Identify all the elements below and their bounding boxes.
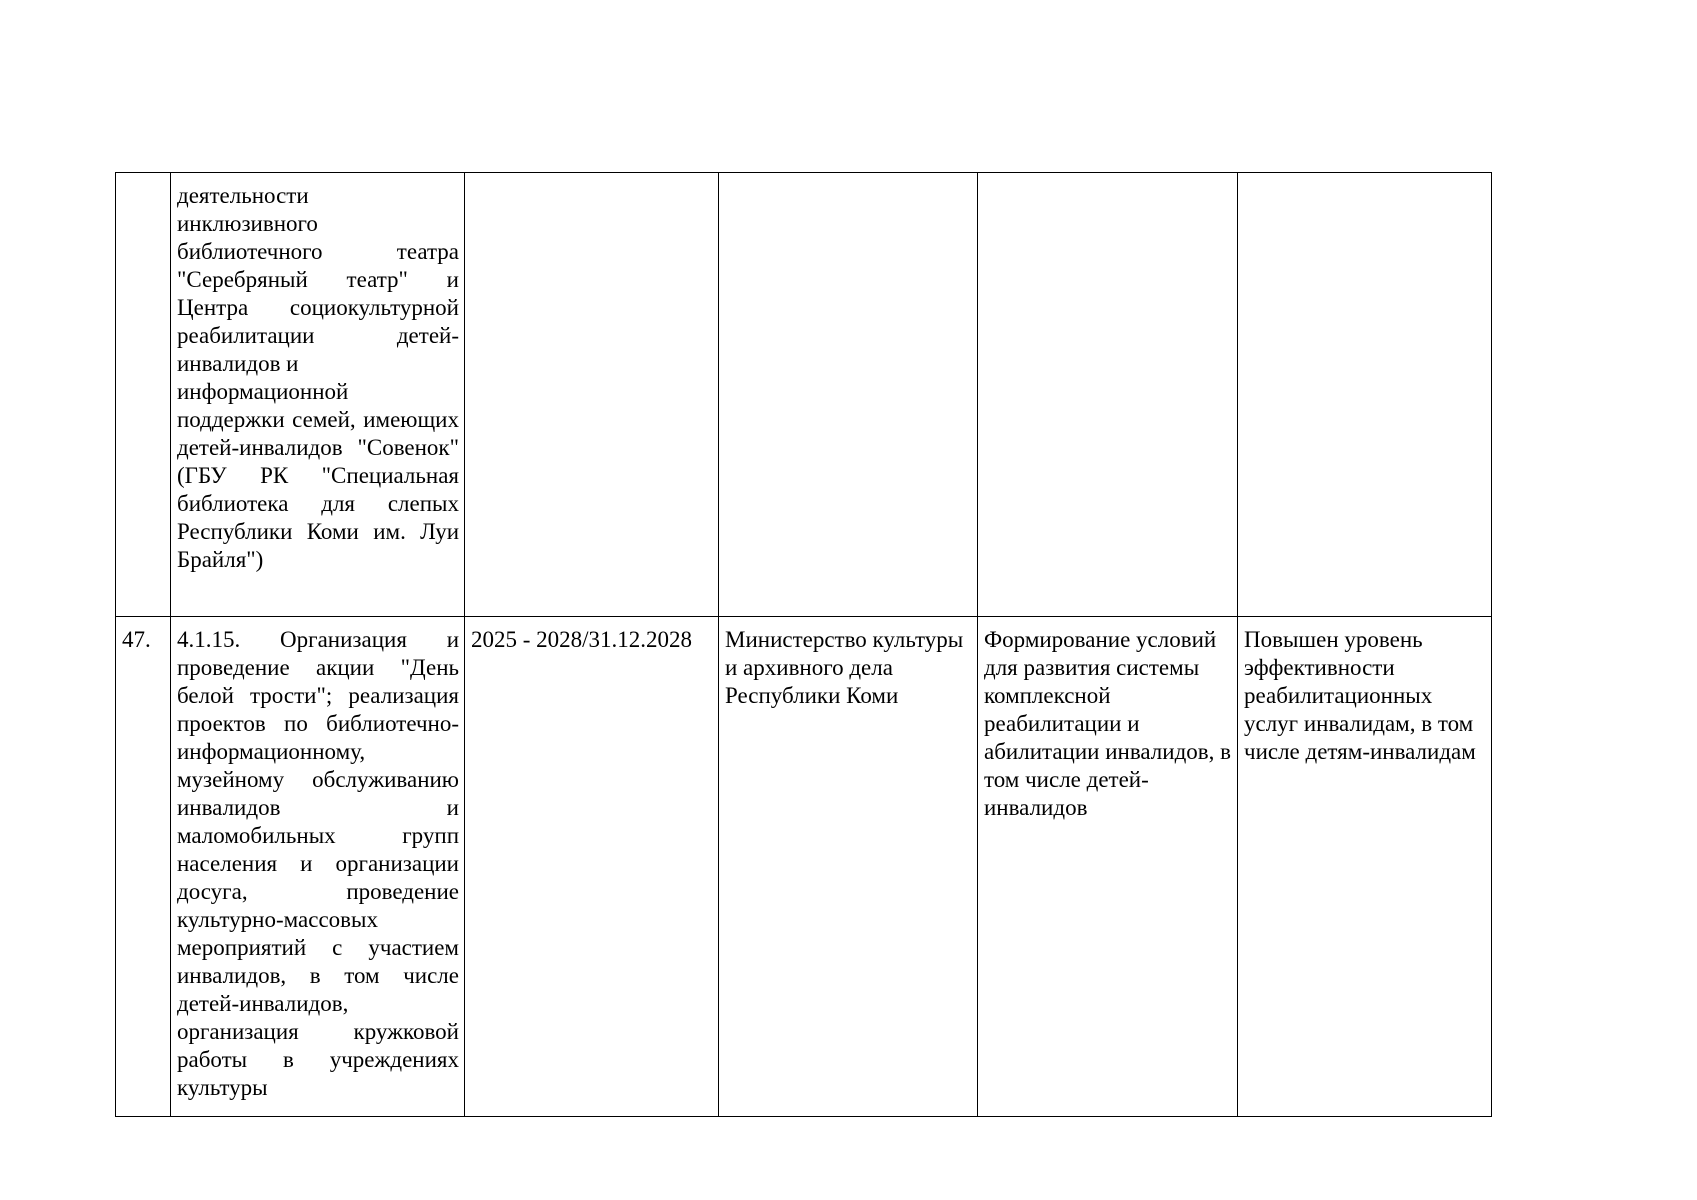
- cell-responsible: [719, 173, 978, 617]
- table-row: [116, 173, 1492, 617]
- cell-goal: Формирование условий для развития системы комплексной реабилитации и абилитации инвалидов, в том числе детей-инвалидов: [978, 617, 1238, 1117]
- cell-goal: [978, 173, 1238, 617]
- table-row: [116, 617, 1492, 1117]
- cell-result: Повышен уровень эффективности реабилитационных услуг инвалидам, в том числе детям-инвалидам: [1238, 617, 1492, 1117]
- cell-number: 47.: [116, 617, 171, 1117]
- cell-activity: 4.1.15. Организация и проведение акции "День белой трости"; реализация проектов по библиотечно-информационному, музейному обслуживанию инвалидов и маломобильных групп населения и организации досуга, проведение культурно-массовых мероприятий с участием инвалидов, в том числе детей-инвалидов, организация кружковой работы в учреждениях культуры: [171, 617, 465, 1117]
- cell-number: [116, 173, 171, 617]
- cell-period: [465, 173, 719, 617]
- cell-activity: деятельности инклюзивного библиотечного театра "Серебряный театр" и Центра социокультурной реабилитации детей-инвалидов и информационной поддержки семей, имеющих детей-инвалидов "Совенок" (ГБУ РК "Специальная библиотека для слепых Республики Коми им. Луи Брайля"): [171, 173, 465, 617]
- cell-period: 2025 - 2028/31.12.2028: [465, 617, 719, 1117]
- cell-result: [1238, 173, 1492, 617]
- cell-responsible: Министерство культуры и архивного дела Республики Коми: [719, 617, 978, 1117]
- measures-table: [115, 172, 1492, 1117]
